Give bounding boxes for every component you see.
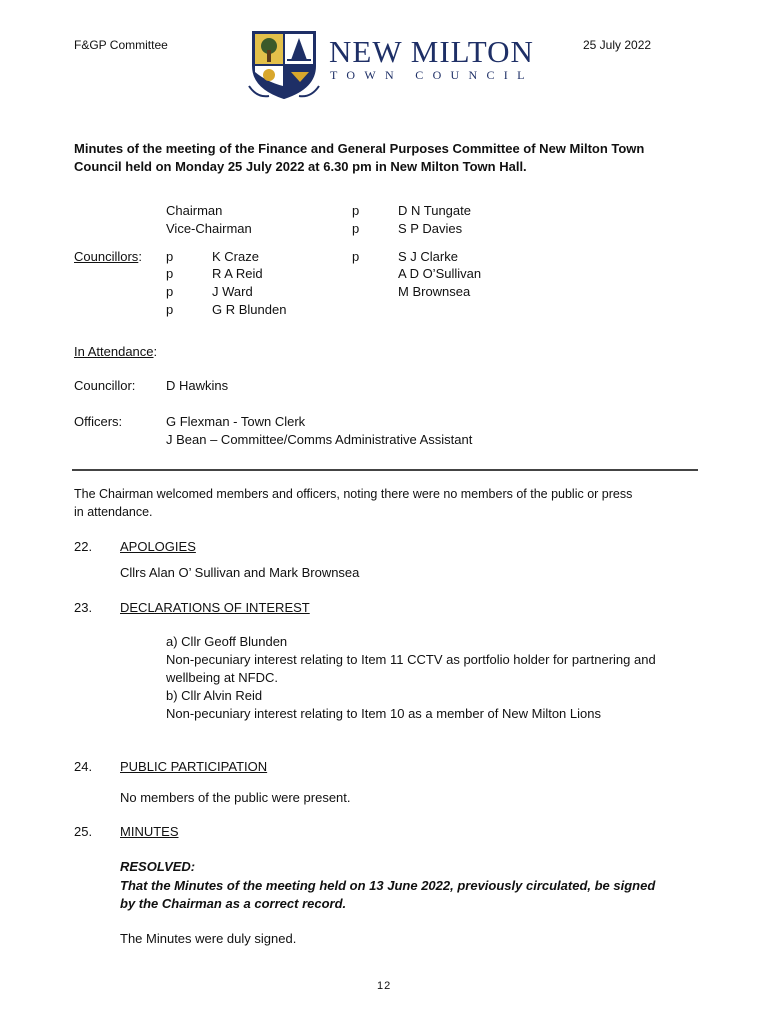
public-participation-text: No members of the public were present. <box>120 790 351 805</box>
councillors-label: Councillors <box>74 249 139 264</box>
declaration-line: b) Cllr Alvin Reid <box>166 688 263 703</box>
item-heading-apologies: APOLOGIES <box>120 539 196 554</box>
logo-subtitle: TOWN COUNCIL <box>330 68 534 82</box>
logo-wordmark: NEW MILTON <box>329 34 534 69</box>
item-number: 25. <box>74 824 93 839</box>
councillor-name: A D O’Sullivan <box>398 266 482 281</box>
item-number: 24. <box>74 759 93 774</box>
councillor-name: K Craze <box>212 249 259 264</box>
in-attendance-label: In Attendance <box>74 344 154 359</box>
resolution-line2: by the Chairman as a correct record. <box>120 896 347 911</box>
councillor-name: M Brownsea <box>398 284 471 299</box>
committee-label: F&GP Committee <box>74 38 168 52</box>
officer-name: J Bean – Committee/Comms Administrative Assistant <box>166 432 473 447</box>
councillor-mark: p <box>166 284 174 299</box>
councillors-heading <box>74 249 142 264</box>
vice-chairman-name: S P Davies <box>398 221 463 236</box>
item-number: 23. <box>74 600 93 615</box>
declaration-line: a) Cllr Geoff Blunden <box>166 634 288 649</box>
declaration-line: Non-pecuniary interest relating to Item 11 CCTV as portfolio holder for partnering and <box>166 652 656 667</box>
chairman-present-mark: p <box>352 203 360 218</box>
councillor-attending-name: D Hawkins <box>166 378 229 393</box>
chairman-name: D N Tungate <box>398 203 471 218</box>
in-attendance-heading <box>74 344 157 359</box>
officers-label: Officers: <box>74 414 123 429</box>
welcome-line2: in attendance. <box>74 505 153 519</box>
councillor-name: J Ward <box>212 284 253 299</box>
item-heading-public-participation: PUBLIC PARTICIPATION <box>120 759 268 774</box>
item-heading-declarations: DECLARATIONS OF INTEREST <box>120 600 310 615</box>
section-divider <box>72 469 698 471</box>
welcome-line1: The Chairman welcomed members and officers, noting there were no members of the public or press <box>74 487 633 501</box>
councillor-mark: p <box>166 249 174 264</box>
in-attendance-colon: : <box>153 344 158 359</box>
minutes-signed-text: The Minutes were duly signed. <box>120 931 297 946</box>
page-number: 12 <box>377 980 392 992</box>
header-date: 25 July 2022 <box>583 38 652 52</box>
item-heading-minutes: MINUTES <box>120 824 179 839</box>
apologies-text: Cllrs Alan O’ Sullivan and Mark Brownsea <box>120 565 360 580</box>
declaration-line: wellbeing at NFDC. <box>166 670 278 685</box>
resolved-label: RESOLVED: <box>120 859 196 874</box>
resolution-line1: That the Minutes of the meeting held on 13 June 2022, previously circulated, be signed <box>120 878 656 893</box>
chairman-role: Chairman <box>166 203 223 218</box>
councillor-mark: p <box>166 266 174 281</box>
councillor-name: S J Clarke <box>398 249 458 264</box>
minutes-title-line2: Council held on Monday 25 July 2022 at 6.30 pm in New Milton Town Hall. <box>74 159 527 174</box>
councillors-colon: : <box>138 249 142 264</box>
vice-chairman-role: Vice-Chairman <box>166 221 252 236</box>
councillor-name: G R Blunden <box>212 302 287 317</box>
councillor-name: R A Reid <box>212 266 263 281</box>
councillor-attending-label: Councillor: <box>74 378 136 393</box>
councillor-mark: p <box>352 249 360 264</box>
vice-chairman-present-mark: p <box>352 221 360 236</box>
item-number: 22. <box>74 539 93 554</box>
councillor-mark: p <box>166 302 174 317</box>
council-crest-logo <box>247 28 321 100</box>
declaration-line: Non-pecuniary interest relating to Item 10 as a member of New Milton Lions <box>166 706 601 721</box>
minutes-title-line1: Minutes of the meeting of the Finance and General Purposes Committee of New Milton Town <box>74 141 645 156</box>
officer-name: G Flexman - Town Clerk <box>166 414 306 429</box>
